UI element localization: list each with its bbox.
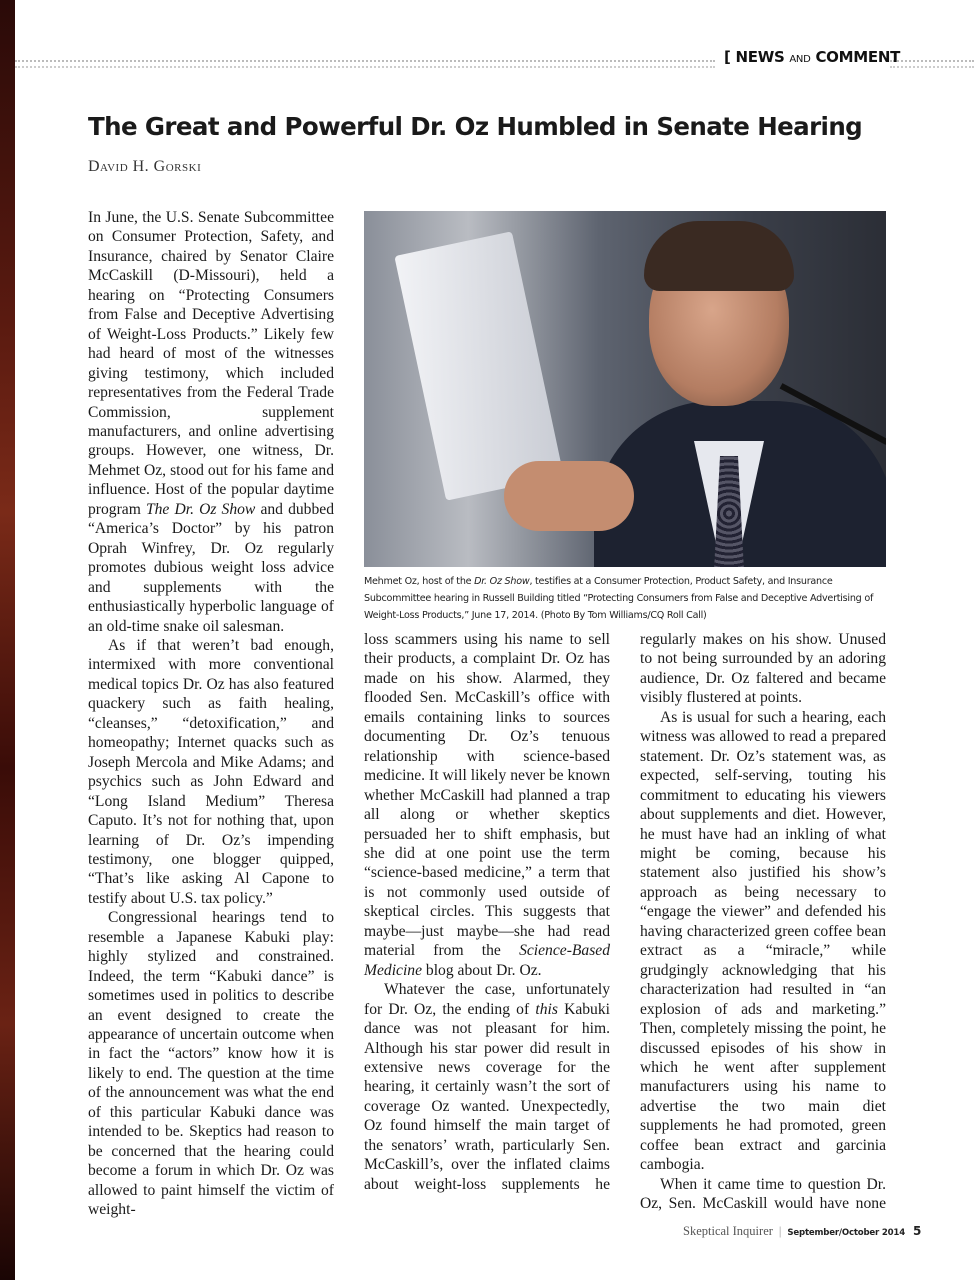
- paragraph: [640, 708, 886, 1175]
- paragraph: [640, 630, 886, 708]
- text-run: loss scammers using his name to sell their products, a complaint Dr. Oz has made on his show. Alarmed, they flooded Sen. McCaskill’s office with emails containing links to sources documenting Dr. Oz’s tenuous relationship with science-based medicine. It will likely never be known whether McCaskill had planned a trap all along or whether skeptics persuaded her to shift emphasis, but she did at one point use the term “science-based medicine,” a term that is not commonly used outside of skeptical circles. This suggests that maybe—just maybe—she had read material from the: [364, 631, 610, 960]
- page-footer: [683, 1224, 921, 1239]
- text-run: Mehmet Oz, host of the: [364, 576, 475, 587]
- header-rule-right: [890, 60, 974, 68]
- text-run: As if that weren’t bad enough, intermixed with more conventional medical topics Dr. Oz has also featured quackery such as faith healing, “cleanses,” “detoxification,” and homeopathy; Internet quacks such as Joseph Mercola and Mike Adams; and psychics such as John Edward and “Long Island Medium” Theresa Caputo. It’s not for nothing that, upon learning of Dr. Oz’s impending testimony, one blogger quipped, “That’s like asking Al Capone to testify about U.S. tax policy.”: [88, 636, 334, 907]
- text-run: Congressional hearings tend to resemble a Japanese Kabuki play: highly stylized and constrained. Indeed, the term “Kabuki dance” is sometimes used in politics to describe an event designed to create the appearance of uncertain outcome when in fact the “actors” know how it is likely to end. The question at the time of the announcement was what the end of this particular Kabuki dance was intended to be. Skeptics had reason to be concerned that the hearing could become a forum in which Dr. Oz was allowed to paint himself the victim of weight-: [88, 909, 334, 1219]
- text-column-1: [88, 208, 334, 1220]
- text-run: In June, the U.S. Senate Subcommittee on Consumer Protection, Safety, and Insurance, chaired by Senator Claire McCaskill (D-Missouri), held a hearing on “Protecting Consumers from False and Deceptive Advertising of Weight-Loss Products.” Likely few had heard of most of the witnesses giving testimony, which included representatives from the Federal Trade Commission, supplement manufacturers, and online advertising groups. However, one witness, Dr. Mehmet Oz, stood out for his fame and influence. Host of the popular daytime program: [88, 209, 334, 518]
- text-column-2: [364, 630, 610, 1194]
- section-bracket: [: [724, 48, 731, 66]
- text-run: When it came time to question Dr. Oz, Sen. McCaskill would have none: [640, 1175, 886, 1213]
- page-edge-decoration: [0, 0, 15, 1280]
- paragraph: [364, 980, 610, 1194]
- section-comment: COMMENT: [815, 48, 900, 66]
- paragraph: [640, 1175, 886, 1214]
- text-run: As is usual for such a hearing, each witness was allowed to read a prepared statement. Dr. Oz’s statement was, as expected, self-serving, touting his commitment to educating his viewers about supplements and diet. However, he must have had an inkling of what might be coming, because his statement also justified his show’s approach as being necessary to “engage the viewer” and defended his having characterized green coffee bean extract as a “miracle,” while grudgingly acknowledging that his characterization had resulted in “an explosion of ads and marketing.” Then, completely missing the point, he discussed episodes of his show in which he went after supplement manufacturers using his name to advertise the two main diet supplements he had promoted, green coffee bean extract and garcinia cambogia.: [640, 708, 886, 1174]
- text-run: Whatever the case, unfortunately for Dr. Oz, the ending of: [364, 981, 610, 1018]
- photo-hand: [504, 461, 634, 531]
- article-photo: [364, 211, 886, 567]
- page-number: 5: [912, 1224, 922, 1238]
- paragraph: [364, 630, 610, 980]
- section-label: [724, 48, 900, 66]
- section-and: AND: [789, 54, 811, 65]
- photo-hair: [644, 221, 794, 291]
- text-run: Kabuki dance was not pleasant for him. Although his star power did result in extensive news coverage for the hearing, it certainly wasn’t the sort of coverage Oz wanted. Unexpectedly, Oz found himself the main target of the senators’ wrath, particularly Sen. McCaskill’s, over the inflated claims about weight-loss supplements he: [364, 1000, 610, 1193]
- article-title: The Great and Powerful Dr. Oz Humbled in Senate Hearing: [88, 112, 863, 141]
- text-run: , testifies at a Consumer Protection, Product Safety, and Insurance Subcommittee hearing in Russell Building titled “Protecting Consumers from False and Deceptive Advertising of Weight-Loss Products,” June 17, 2014. (Photo By Tom Williams/CQ Roll Call): [364, 576, 874, 621]
- italic-text: The Dr. Oz Show: [145, 500, 256, 518]
- text-run: regularly makes on his show. Unused to not being surrounded by an adoring audience, Dr. Oz faltered and became visibly flustered at points.: [640, 631, 886, 707]
- paragraph: [88, 908, 334, 1219]
- text-column-3: [640, 630, 886, 1214]
- footer-separator: |: [778, 1224, 782, 1238]
- text-run: and dubbed “America’s Doctor” by his patron Oprah Winfrey, Dr. Oz regularly promotes dubious weight loss advice and supplements with the enthusiastically hyperbolic language of an old-time snake oil salesman.: [88, 500, 334, 635]
- italic-text: Science-Based Medicine: [364, 942, 610, 979]
- paragraph: [88, 636, 334, 908]
- italic-text: Dr. Oz Show: [474, 576, 530, 587]
- article-author: David H. Gorski: [88, 158, 202, 175]
- photo-caption: [364, 573, 886, 624]
- footer-magazine: Skeptical Inquirer: [683, 1224, 773, 1238]
- italic-text: this: [535, 1000, 558, 1018]
- text-run: blog about Dr. Oz.: [422, 961, 542, 979]
- footer-issue: September/October 2014: [787, 1228, 905, 1238]
- paragraph: [88, 208, 334, 636]
- header-rule-left: [15, 60, 715, 68]
- section-news: NEWS: [735, 48, 785, 66]
